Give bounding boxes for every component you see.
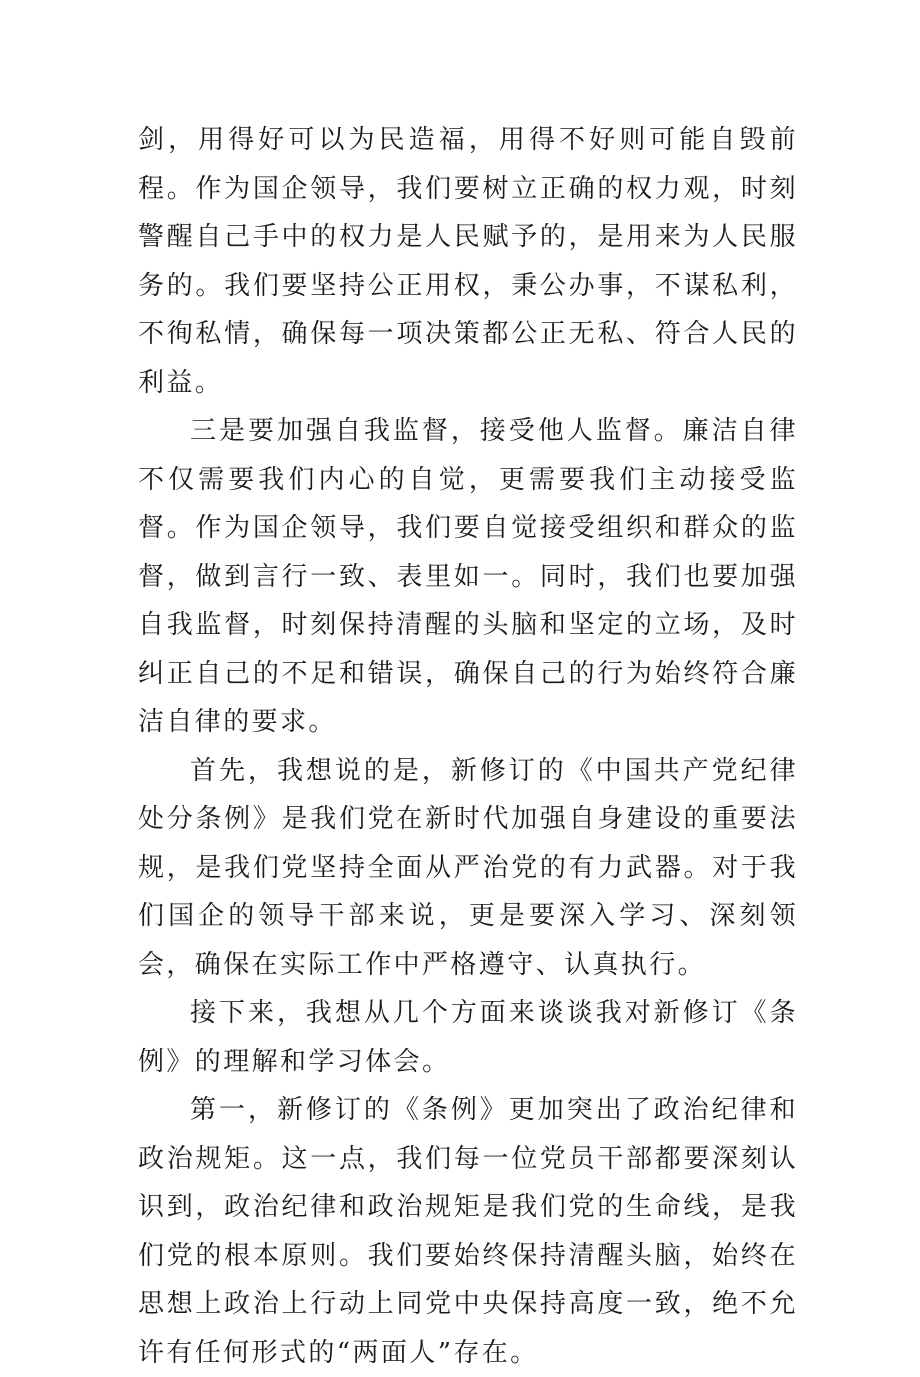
paragraph-5: 第一，新修订的《条例》更加突出了政治纪律和政治规矩。这一点，我们每一位党员干部都要深刻认识到，政治纪律和政治规矩是我们党的生命线，是我们党的根本原则。我们要始终保持清醒头脑，始终在思想上政治上行动上同党中央保持高度一致，绝不允许有任何形式的“两面人”存在。 <box>138 1095 798 1368</box>
paragraph-3: 首先，我想说的是，新修订的《中国共产党纪律处分条例》是我们党在新时代加强自身建设的重要法规，是我们党坚持全面从严治党的有力武器。对于我们国企的领导干部来说，更是要深入学习、深刻领会，确保在实际工作中严格遵守、认真执行。 <box>138 755 798 980</box>
document-body <box>138 116 798 1377</box>
paragraph-2: 三是要加强自我监督，接受他人监督。廉洁自律不仅需要我们内心的自觉，更需要我们主动接受监督。作为国企领导，我们要自觉接受组织和群众的监督，做到言行一致、表里如一。同时，我们也要加强自我监督，时刻保持清醒的头脑和坚定的立场，及时纠正自己的不足和错误，确保自己的行为始终符合廉洁自律的要求。 <box>138 416 798 737</box>
paragraph-4: 接下来，我想从几个方面来谈谈我对新修订《条例》的理解和学习体会。 <box>138 998 798 1077</box>
paragraph-1: 剑，用得好可以为民造福，用得不好则可能自毁前程。作为国企领导，我们要树立正确的权力观，时刻警醒自己手中的权力是人民赋予的，是用来为人民服务的。我们要坚持公正用权，秉公办事，不谋私利，不徇私情，确保每一项决策都公正无私、符合人民的利益。 <box>138 125 798 398</box>
